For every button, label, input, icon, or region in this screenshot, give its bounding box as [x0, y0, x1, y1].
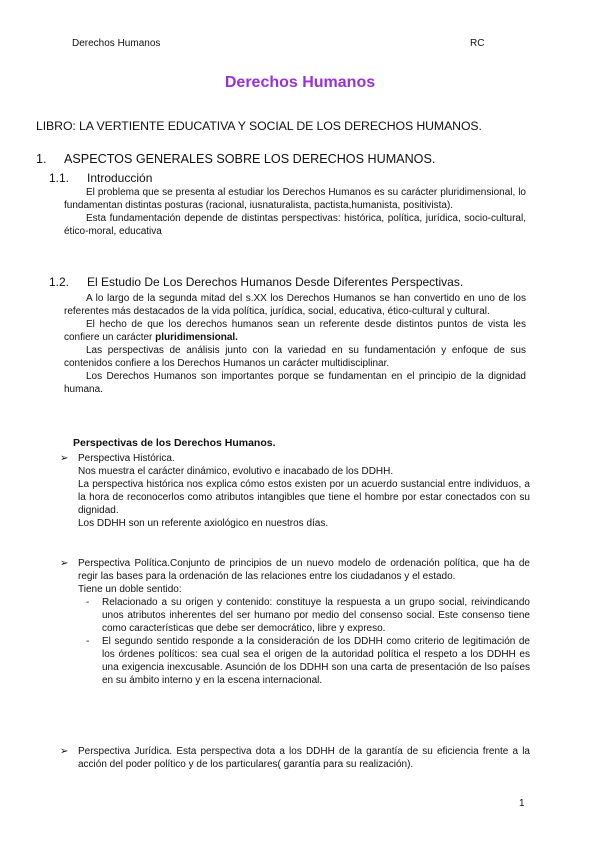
arrow-bullet-icon: ➢: [60, 746, 69, 757]
section-number: 1.: [36, 152, 47, 166]
paragraph: [64, 318, 526, 344]
bullet-title: Perspectiva Histórica.: [78, 453, 175, 464]
perspectives-heading: Perspectivas de los Derechos Humanos.: [73, 437, 276, 449]
page-number: 1: [519, 798, 525, 809]
arrow-bullet-icon: ➢: [60, 453, 69, 464]
subsection-1-2-heading: [49, 275, 463, 289]
subsection-title: El Estudio De Los Derechos Humanos Desde Diferentes Perspectivas.: [87, 275, 464, 289]
header-initials: RC: [470, 38, 485, 49]
dash-bullet: -: [86, 597, 90, 608]
paragraph: Perspectiva Política.Conjunto de principios de un nuevo modelo de ordenación política, que ha de regir las bases para la ordenación de las relaciones entre los ciudadanos y el estado.: [78, 558, 530, 582]
header-title: Derechos Humanos: [72, 38, 161, 49]
paragraph: Nos muestra el carácter dinámico, evolutivo e inacabado de los DDHH.: [78, 466, 394, 477]
arrow-bullet-icon: ➢: [60, 558, 69, 569]
subsection-title: Introducción: [87, 171, 153, 185]
dash-item-text: El segundo sentido responde a la consideración de los DDHH como criterio de legitimación de los órdenes políticos: sea cual sea el origen de la autoridad política el respeto a los DDHH es una exigencia inexcusable. Asunción de los DDHH son una carta de presentación de lso países en su ámbito interno y en la escena internacional.: [102, 636, 530, 686]
study-text: [64, 292, 526, 396]
intro-text: [64, 186, 526, 238]
dash-item: [86, 635, 530, 687]
section-1-heading: [36, 152, 435, 166]
bullet-politica: [60, 557, 530, 687]
paragraph: El problema que se presenta al estudiar los Derechos Humanos es su carácter pluridimensional, lo fundamentan distintas posturas (racional, iusnaturalista, pactista,humanista, positivista).: [64, 187, 526, 211]
paragraph: Los Derechos Humanos son importantes porque se fundamentan en el principio de la dignidad humana.: [64, 371, 526, 395]
subsection-number: 1.2.: [49, 275, 70, 289]
dash-item: [86, 596, 530, 635]
paragraph: La perspectiva histórica nos explica cómo estos existen por un acuerdo sustancial entre individuos, a la hora de reconocerlos como atributos intangibles que tiene el hombre por estar conectados con su dignidad.: [78, 479, 530, 516]
paragraph: Los DDHH son un referente axiológico en nuestros días.: [78, 518, 329, 529]
dash-list: [86, 596, 530, 687]
bullet-content: [78, 452, 530, 530]
paragraph: Las perspectivas de análisis junto con la variedad en su fundamentación y enfoque de sus contenidos confiere a los Derechos Humanos un carácter multidisciplinar.: [64, 345, 526, 369]
bullet-historica: [60, 452, 530, 530]
dash-item-text: Relacionado a su origen y contenido: constituye la respuesta a un grupo social, reivindicando unos atributos inherentes del ser humano por medio del consenso social. Este consenso tiene como características que debe ser democrático, libre y expreso.: [102, 597, 530, 634]
subsection-number: 1.1.: [49, 171, 70, 185]
subsection-1-1-heading: [49, 171, 152, 185]
paragraph-text: El hecho de que los derechos humanos sean un referente desde distintos puntos de vista les confiere un carácter: [64, 319, 526, 343]
paragraph: A lo largo de la segunda mitad del s.XX los Derechos Humanos se han convertido en uno de los referentes más destacados de la vida política, jurídica, social, educativa, ético-cultural y cultural.: [64, 293, 526, 317]
bullet-content: [78, 745, 530, 771]
paragraph: Tiene un doble sentido:: [78, 584, 182, 595]
document-title: Derechos Humanos: [224, 74, 376, 91]
bullet-juridica: [60, 745, 530, 771]
emphasis-text: pluridimensional.: [155, 332, 238, 343]
paragraph: Esta fundamentación depende de distintas perspectivas: histórica, política, jurídica, socio-cultural, ético-moral, educativa: [64, 213, 526, 237]
dash-bullet: -: [86, 636, 90, 647]
section-title: ASPECTOS GENERALES SOBRE LOS DERECHOS HUMANOS.: [64, 152, 436, 166]
paragraph: Perspectiva Jurídica. Esta perspectiva dota a los DDHH de la garantía de su eficiencia frente a la acción del poder político y de los particulares( garantía para su realización).: [78, 746, 530, 770]
bullet-content: [78, 557, 530, 687]
book-heading: LIBRO: LA VERTIENTE EDUCATIVA Y SOCIAL DE LOS DERECHOS HUMANOS.: [36, 119, 482, 133]
